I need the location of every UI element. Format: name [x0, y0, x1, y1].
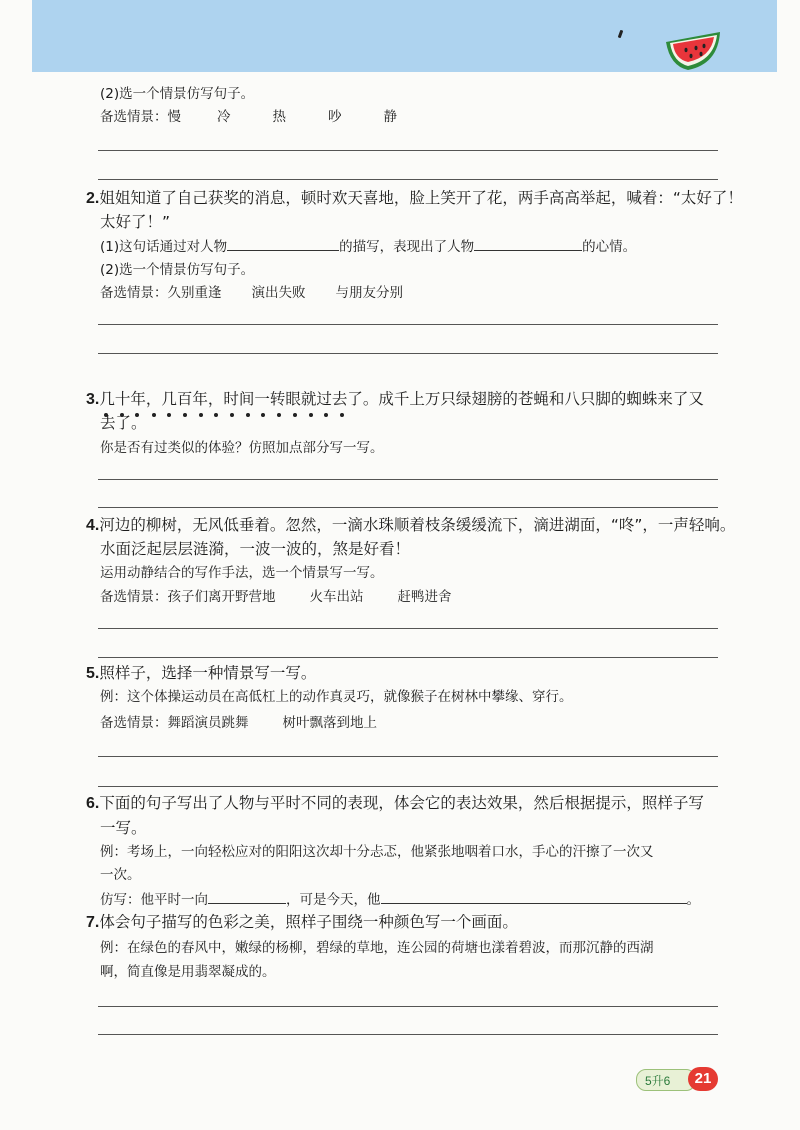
options-label: 备选情景：: [100, 715, 168, 731]
q7-text: [86, 911, 518, 934]
answer-line[interactable]: [98, 1006, 718, 1007]
q5-instruction: 照样子，选择一种情景写一写。: [99, 664, 317, 682]
q4-text: 河边的柳树，无风低垂着。忽然，一滴水珠顺着枝条缓缓流下，滴进湖面，“咚”，一声轻响。: [99, 516, 736, 534]
q3-text: 。成千上万只绿翅膀的苍蝇和八只脚的蜘蛛来了又: [362, 390, 704, 408]
options-label: 备选情景：: [100, 589, 168, 605]
grade-tag-text: 5升6: [645, 1074, 671, 1088]
question-number: 7.: [86, 914, 100, 931]
option: 树叶飘落到地上: [282, 715, 377, 731]
option: 吵: [328, 109, 342, 125]
question-number: 4.: [86, 517, 100, 534]
answer-line[interactable]: [98, 353, 718, 354]
fill-blank[interactable]: [474, 236, 582, 251]
q4-text-line2: 水面泛起层层涟漪，一波一波的，煞是好看！: [100, 540, 411, 558]
option: 演出失败: [251, 285, 306, 301]
fill-blank[interactable]: [208, 889, 286, 904]
q2-part1-b: 的描写，表现出了人物: [339, 239, 475, 255]
q2-text: 姐姐知道了自己获奖的消息，顿时欢天喜地，脸上笑开了花，两手高高举起，喊着：“太好了！: [99, 189, 743, 207]
answer-line[interactable]: [98, 786, 718, 787]
q3-text-line1: [86, 388, 704, 411]
answer-line[interactable]: [98, 628, 718, 629]
q3-text-line2: 去了。: [100, 414, 147, 432]
dotted-text: 几十年，几百年，时间一转眼就过去了: [99, 390, 363, 408]
dotted-phrase: [99, 390, 363, 408]
fill-blank[interactable]: [381, 889, 687, 904]
q7-instruction: 体会句子描写的色彩之美，照样子围绕一种颜色写一个画面。: [99, 913, 518, 931]
answer-line[interactable]: [98, 657, 718, 658]
q2-part1-a: (1)这句话通过对人物: [100, 239, 228, 255]
options-label: 备选情景：: [100, 109, 168, 125]
q2-text-line2: 太好了！”: [100, 213, 171, 231]
question-number: 3.: [86, 391, 100, 408]
question-number: 6.: [86, 795, 100, 812]
option: 冷: [217, 109, 231, 125]
option: 与朋友分别: [335, 285, 403, 301]
q6-text-line2: 一写。: [100, 819, 147, 837]
q2-part2: (2)选一个情景仿写句子。: [100, 262, 255, 278]
answer-line[interactable]: [98, 179, 718, 180]
option: 静: [383, 109, 397, 125]
q4-options: [100, 587, 452, 607]
q5-text: [86, 662, 316, 685]
grade-tag: [636, 1069, 696, 1091]
question-number: 5.: [86, 665, 100, 682]
imitate-prefix: 仿写：他平时一向: [100, 892, 208, 908]
q6-example-line2: 一次。: [100, 867, 141, 883]
q7-example-line2: 啊，简直像是用翡翠凝成的。: [100, 964, 276, 980]
option: 火车出站: [309, 589, 364, 605]
q3-instruction: 你是否有过类似的体验？仿照加点部分写一写。: [100, 440, 384, 456]
q7-example-line1: 例：在绿色的春风中，嫩绿的杨柳，碧绿的草地，连公园的荷塘也漾着碧波，而那沉静的西湖: [100, 940, 654, 956]
option: 赶鸭进舍: [397, 589, 452, 605]
answer-line[interactable]: [98, 324, 718, 325]
options-label: 备选情景：: [100, 285, 168, 301]
q2-options: [100, 283, 403, 303]
option: 慢: [167, 109, 181, 125]
q6-imitate: [100, 889, 700, 910]
answer-line[interactable]: [98, 756, 718, 757]
q5-options: [100, 713, 377, 733]
option: 舞蹈演员跳舞: [167, 715, 249, 731]
q2-part1: [100, 236, 636, 257]
page-number: 21: [688, 1067, 718, 1091]
q1-options: [100, 107, 397, 127]
q4-instruction: 运用动静结合的写作手法，选一个情景写一写。: [100, 565, 384, 581]
watermelon-icon: [662, 28, 724, 74]
option: 久别重逢: [167, 285, 222, 301]
q4-text-line1: [86, 514, 735, 537]
answer-line[interactable]: [98, 479, 718, 480]
q1-prompt: (2)选一个情景仿写句子。: [100, 86, 255, 102]
option: 热: [272, 109, 286, 125]
fill-blank[interactable]: [227, 236, 339, 251]
question-number: 2.: [86, 190, 100, 207]
imitate-middle: ，可是今天，他: [286, 892, 381, 908]
answer-line[interactable]: [98, 1034, 718, 1035]
imitate-end: 。: [686, 892, 700, 908]
q2-text-line1: [86, 187, 743, 210]
q5-example: 例：这个体操运动员在高低杠上的动作真灵巧，就像猴子在树林中攀缘、穿行。: [100, 689, 573, 705]
option: 孩子们离开野营地: [167, 589, 276, 605]
q2-part1-c: 的心情。: [582, 239, 637, 255]
answer-line[interactable]: [98, 507, 718, 508]
q6-text: 下面的句子写出了人物与平时不同的表现，体会它的表达效果，然后根据提示，照样子写: [99, 794, 704, 812]
q6-example-line1: 例：考场上，一向轻松应对的阳阳这次却十分忐忑，他紧张地咽着口水，手心的汗擦了一次又: [100, 844, 654, 860]
q6-text-line1: [86, 792, 704, 815]
answer-line[interactable]: [98, 150, 718, 151]
